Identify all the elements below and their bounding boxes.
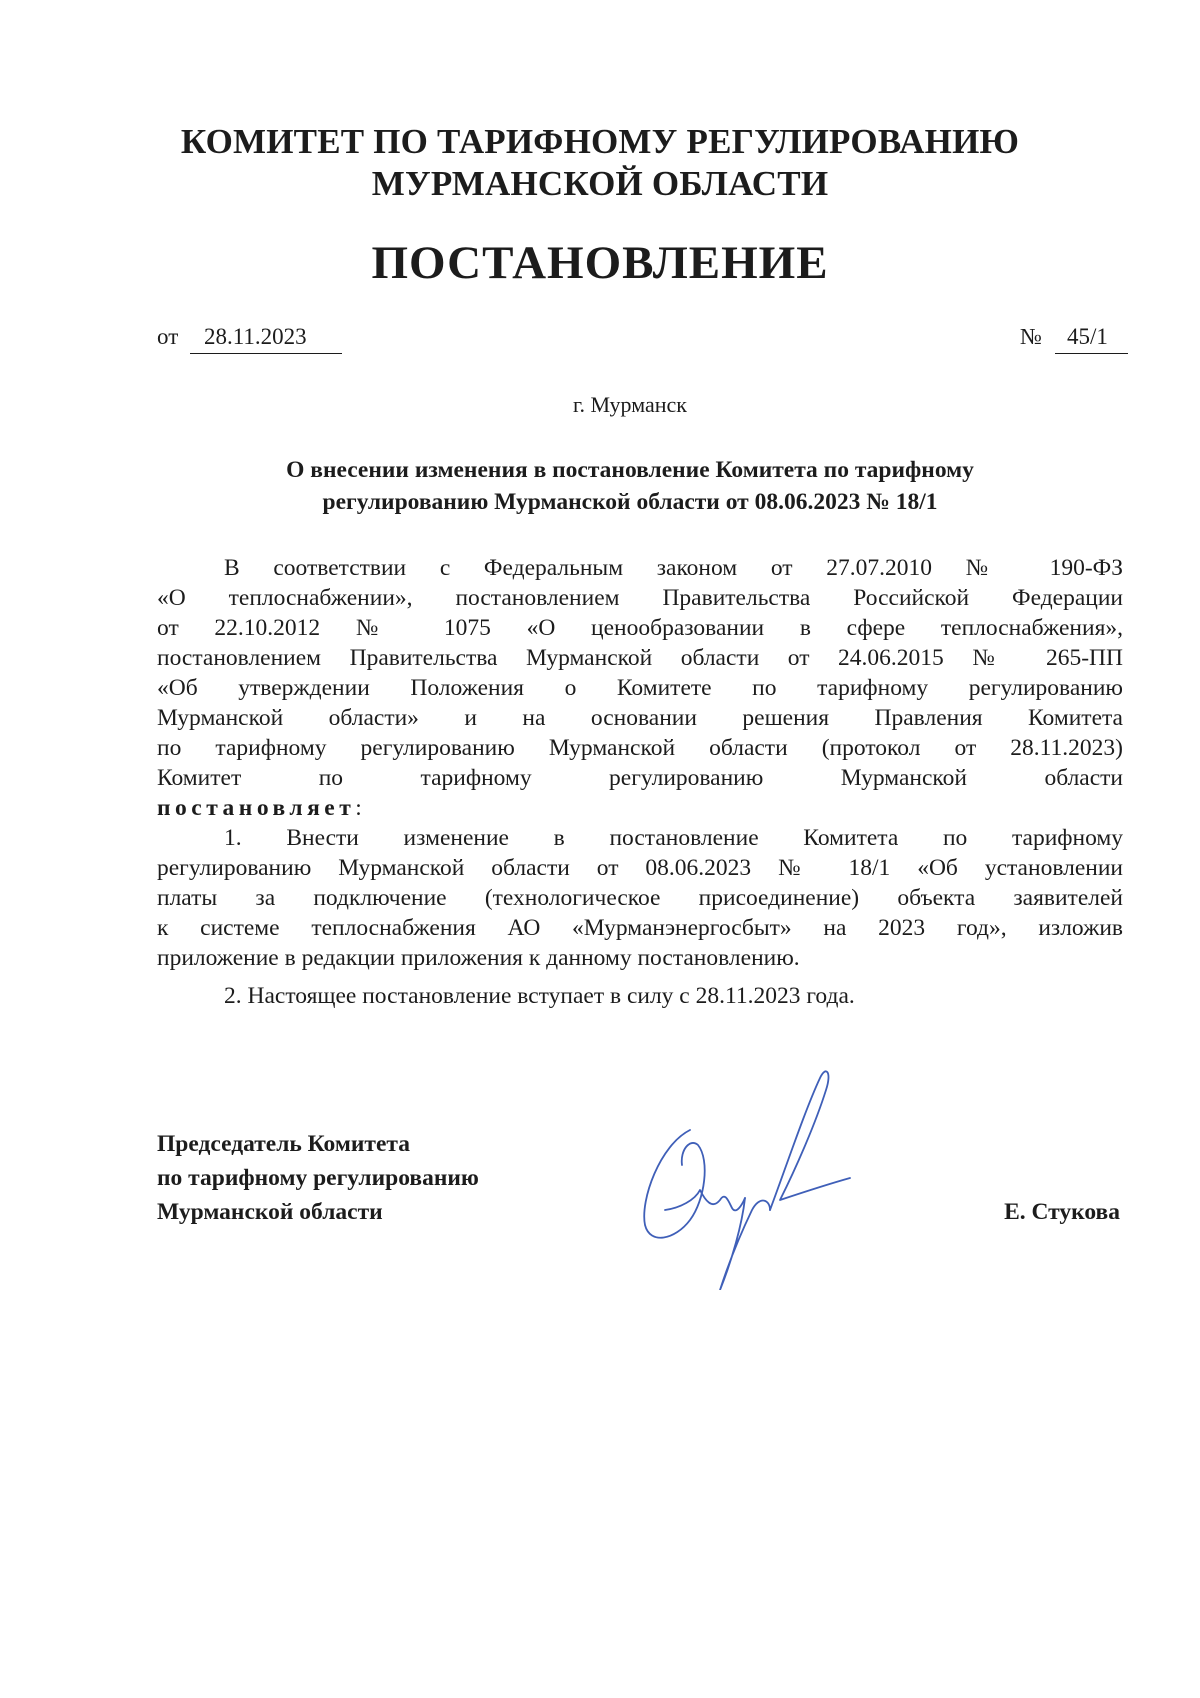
signatory-title-line-2: по тарифному регулированию	[157, 1165, 479, 1191]
item-1-line: 1. Внести изменение в постановление Комитета по тарифному	[224, 825, 1123, 851]
preamble-line: Комитет по тарифному регулированию Мурманской области	[157, 765, 1123, 791]
preamble-line: постановлением Правительства Мурманской области от 24.06.2015 № 265-ПП	[157, 645, 1123, 671]
preamble-line: В соответствии с Федеральным законом от 27.07.2010 № 190-ФЗ	[224, 555, 1123, 581]
organization-name-line-2: МУРМАНСКОЙ ОБЛАСТИ	[371, 164, 829, 203]
preamble-line: Мурманской области» и на основании решения Правления Комитета	[157, 705, 1123, 731]
subject-line-2: регулированию Мурманской области от 08.06.2023 № 18/1	[322, 489, 938, 515]
item-1-line: к системе теплоснабжения АО «Мурманэнергосбыт» на 2023 год», изложив	[157, 915, 1123, 941]
item-1-line: приложение в редакции приложения к данному постановлению.	[157, 945, 800, 971]
item-1-line: платы за подключение (технологическое присоединение) объекта заявителей	[157, 885, 1123, 911]
item-1-line: регулированию Мурманской области от 08.06.2023 № 18/1 «Об установлении	[157, 855, 1123, 881]
preamble-line: по тарифному регулированию Мурманской области (протокол от 28.11.2023)	[157, 735, 1123, 761]
document-date: 28.11.2023	[190, 324, 342, 354]
organization-name-line-1: КОМИТЕТ ПО ТАРИФНОМУ РЕГУЛИРОВАНИЮ	[180, 122, 1020, 161]
item-2: 2. Настоящее постановление вступает в силу с 28.11.2023 года.	[224, 983, 855, 1009]
date-prefix: от	[157, 324, 179, 349]
signer-name: Е. Стукова	[1004, 1199, 1120, 1225]
document-number: 45/1	[1055, 324, 1128, 354]
decree-colon: :	[355, 795, 362, 821]
city: г. Мурманск	[573, 392, 687, 417]
preamble-line: от 22.10.2012 № 1075 «О ценообразовании в сфере теплоснабжения»,	[157, 615, 1123, 641]
subject-line-1: О внесении изменения в постановление Комитета по тарифному	[286, 457, 974, 483]
signatory-title-line-3: Мурманской области	[157, 1199, 383, 1225]
preamble-line: «О теплоснабжении», постановлением Правительства Российской Федерации	[157, 585, 1123, 611]
signatory-title-line-1: Председатель Комитета	[157, 1131, 410, 1157]
preamble-line: «Об утверждении Положения о Комитете по тарифному регулированию	[157, 675, 1123, 701]
number-prefix: №	[1020, 324, 1042, 349]
document-type-title: ПОСТАНОВЛЕНИЕ	[371, 237, 829, 289]
decree-word-line	[157, 793, 362, 823]
handwritten-signature	[620, 1050, 860, 1290]
decree-word: постановляет	[157, 795, 356, 821]
